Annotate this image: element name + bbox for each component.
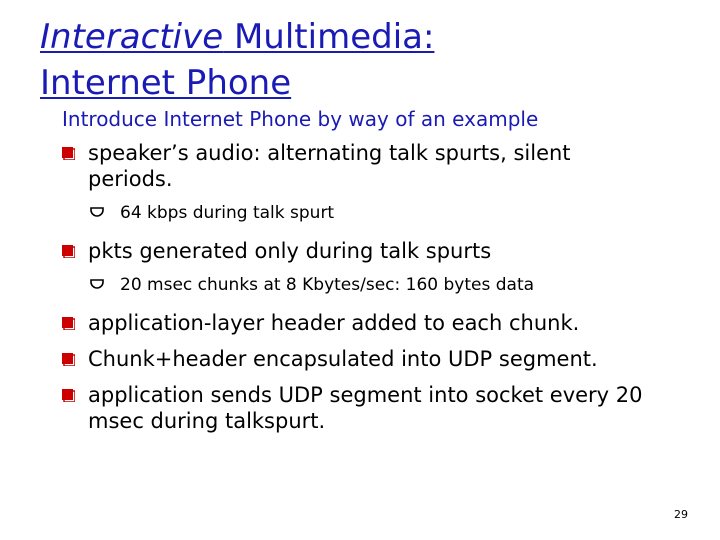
bullet-text: application-layer header added to each chunk. <box>88 311 580 335</box>
bullet-item <box>62 382 648 434</box>
square-bullet-icon <box>62 389 75 402</box>
title-line2: Internet Phone <box>40 63 292 103</box>
bullet-item <box>62 140 628 192</box>
sub-bullet-item <box>62 274 702 296</box>
bullet-item <box>62 310 702 336</box>
bullet-text: pkts generated only during talk spurts <box>88 239 492 263</box>
bullet-text: application sends UDP segment into socket every 20 msec during talkspurt. <box>88 383 643 433</box>
bullet-item <box>62 238 702 264</box>
slide-title <box>40 14 434 106</box>
title-italic-part: Interactive <box>40 17 224 57</box>
bullet-text: Chunk+header encapsulated into UDP segment. <box>88 347 598 371</box>
bullet-item <box>62 346 702 372</box>
sub-bullet-item <box>62 202 702 224</box>
square-bullet-icon <box>62 147 75 160</box>
bullet-text: speaker’s audio: alternating talk spurts, silent periods. <box>88 141 571 191</box>
square-bullet-icon <box>62 317 75 330</box>
half-circle-bullet-icon <box>90 207 104 219</box>
bullet-list <box>62 140 702 444</box>
square-bullet-icon <box>62 353 75 366</box>
square-bullet-icon <box>62 245 75 258</box>
sub-bullet-text: 64 kbps during talk spurt <box>120 203 335 223</box>
intro-text: Introduce Internet Phone by way of an example <box>62 107 539 131</box>
sub-bullet-text: 20 msec chunks at 8 Kbytes/sec: 160 bytes data <box>120 275 535 295</box>
page-number: 29 <box>674 508 688 521</box>
title-line1-rest: Multimedia: <box>223 17 435 57</box>
half-circle-bullet-icon <box>90 279 104 291</box>
